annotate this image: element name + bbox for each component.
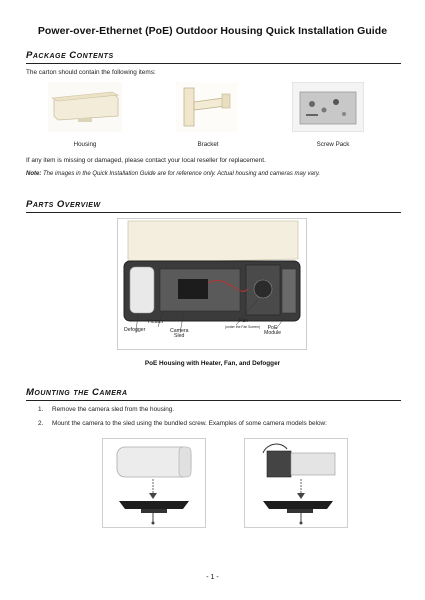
missing-item-text: If any item is missing or damaged, please contact your local reseller for replacement. (26, 157, 266, 164)
screw-pack-caption: Screw Pack (316, 141, 350, 148)
package-contents-heading: Package Contents (26, 50, 401, 64)
step-2-number: 2. (38, 420, 44, 427)
poe-module-callout: PoE Module (264, 325, 282, 337)
camera-sled-callout: Camera Sled (170, 328, 189, 340)
step-1 (38, 406, 174, 413)
step-1-number: 1. (38, 406, 44, 413)
reference-note (26, 171, 320, 177)
note-text: The images in the Quick Installation Guide are for reference only. Actual housing and cameras may vary. (43, 171, 321, 177)
note-label: Note: (26, 171, 42, 177)
parts-overview-heading: Parts Overview (26, 199, 401, 213)
fan-callout: Fan (239, 318, 248, 324)
bracket-image (176, 82, 236, 137)
page-title: Power-over-Ethernet (PoE) Outdoor Housing Quick Installation Guide (37, 25, 388, 37)
camera-example-2-image (244, 438, 348, 528)
bracket-caption: Bracket (197, 141, 219, 148)
package-intro-text: The carton should contain the following items: (26, 69, 156, 76)
step-2-text: Mount the camera to the sled using the bundled screw. Examples of some camera models below: (52, 420, 327, 427)
heater-callout: Heater (148, 319, 164, 325)
housing-image (48, 82, 118, 137)
page-number: - 1 - (206, 574, 219, 581)
screw-pack-image (292, 82, 364, 137)
camera-example-1-image (102, 438, 206, 528)
defogger-callout: Defogger (124, 327, 146, 333)
housing-caption: Housing (73, 141, 97, 148)
fan-screen-note: (under the Fan Screen) (225, 325, 261, 329)
step-1-text: Remove the camera sled from the housing. (52, 406, 175, 413)
step-2 (38, 420, 327, 427)
mounting-heading: Mounting the Camera (26, 387, 401, 401)
figure-caption: PoE Housing with Heater, Fan, and Defogger (144, 360, 281, 367)
